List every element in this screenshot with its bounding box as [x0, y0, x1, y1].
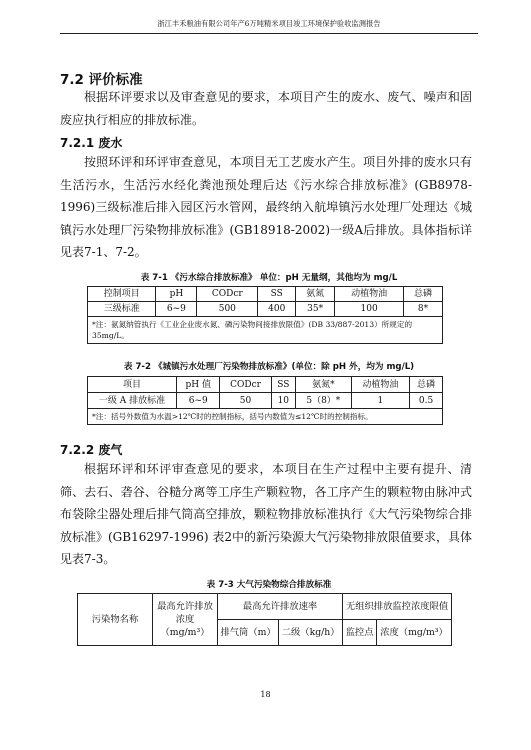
- table-7-2-cell: 一级 A 排放标准: [88, 393, 177, 409]
- table-7-2-cell: 10: [271, 393, 296, 409]
- table-7-2-header: 氨氮*: [296, 377, 352, 393]
- table-7-2-header: pH 值: [177, 377, 220, 393]
- table-7-2-cell: 5（8）*: [296, 393, 352, 409]
- table-7-1-cell: 400: [258, 302, 296, 317]
- table-7-1: [87, 286, 443, 344]
- table-7-3-header: 最高允许排放浓度（mg/m³）: [153, 594, 218, 646]
- table-7-1-header: 控制项目: [88, 287, 156, 302]
- table-7-1-header: SS: [258, 287, 296, 302]
- table-7-2-header: 动植物油: [351, 377, 409, 393]
- section-heading-7-2-2: 7.2.2 废气: [60, 443, 123, 457]
- table-7-1-note: *注：氨氮纳管执行《工业企业废水氮、磷污染物间接排放限值》(DB 33/887-2013）所规定的35mg/L。: [88, 317, 443, 344]
- table-7-1-header: pH: [156, 287, 197, 302]
- table-7-1-cell: 500: [197, 302, 258, 317]
- table-7-1-header: CODcr: [197, 287, 258, 302]
- table-7-3-subheader: 监控点: [343, 620, 377, 646]
- table-7-3-caption: 表 7-3 大气污染物综合排放标准: [206, 580, 332, 590]
- table-7-3: [77, 593, 452, 646]
- section-heading-7-2-1: 7.2.1 废水: [60, 136, 123, 150]
- table-7-2-header: 总磷: [410, 377, 443, 393]
- table-7-3-header: 最高允许排放速率: [218, 594, 343, 620]
- table-7-1-cell: 6~9: [156, 302, 197, 317]
- page-header: 浙江丰禾粮油有限公司年产6万吨精米项目竣工环境保护验收监测报告: [60, 19, 478, 34]
- table-7-3-header: 污染物名称: [78, 594, 153, 646]
- table-7-1-header: 动植物油: [335, 287, 404, 302]
- section-7-2-2-body: 根据环评和环评审查意见的要求，本项目在生产过程中主要有提升、清筛、去石、砻谷、谷糙分离等工序生产颗粒物，各工序产生的颗粒物由脉冲式布袋除尘器处理后排气筒高空排放，颗粒物排放标准执行《大气污染物综合排放标准》(GB16297-1996) 表2中的新污染源大气污染物排放限值要求，具体见表7-3。: [60, 462, 472, 567]
- table-7-2-cell: 6~9: [177, 393, 220, 409]
- table-7-3-header: 无组织排放监控浓度限值: [343, 594, 452, 620]
- section-7-2-1-body: 按照环评和环评审查意见，本项目无工艺废水产生。项目外排的废水只有生活污水，生活污水经化粪池预处理后达《污水综合排放标准》(GB8978-1996)三级标准后排入园区污水管网，最终纳入航埠镇污水处理厂处理达《城镇污水处理厂污染物排放标准》(GB18918-2002)一级A后排放。具体指标详见表7-1、7-2。: [60, 155, 472, 260]
- table-7-2-cell: 0.5: [410, 393, 443, 409]
- table-7-1-header: 氨氮: [296, 287, 335, 302]
- table-7-1-cell: 8*: [404, 302, 443, 317]
- section-heading-7-2: 7.2 评价标准: [60, 72, 143, 88]
- table-7-2-header: 项目: [88, 377, 177, 393]
- table-7-1-cell: 三级标准: [88, 302, 156, 317]
- table-7-3-subheader: 浓度（mg/m³）: [377, 620, 452, 646]
- table-7-2-header: CODcr: [220, 377, 271, 393]
- table-7-1-cell: 100: [335, 302, 404, 317]
- page-number: 18: [260, 690, 271, 699]
- table-7-2-header: SS: [271, 377, 296, 393]
- section-7-2-intro: 根据环评要求以及审查意见的要求，本项目产生的废水、废气、噪声和固废应执行相应的排放标准。: [60, 90, 472, 127]
- table-7-1-caption: 表 7-1 《污水综合排放标准》 单位：pH 无量纲，其他均为 mg/L: [140, 273, 398, 283]
- table-7-2: [87, 376, 443, 425]
- table-7-2-cell: 50: [220, 393, 271, 409]
- table-7-2-cell: 1: [351, 393, 409, 409]
- table-7-2-note: *注：括号外数值为水温>12℃时的控制指标，括号内数值为≤12℃时的控制指标。: [88, 409, 443, 425]
- table-7-3-subheader: 排气筒（m）: [218, 620, 279, 646]
- table-7-3-subheader: 二级（kg/h）: [279, 620, 343, 646]
- table-7-1-header: 总磷: [404, 287, 443, 302]
- table-7-2-caption: 表 7-2 《城镇污水处理厂污染物排放标准》(单位：除 pH 外，均为 mg/L): [123, 362, 415, 372]
- table-7-1-cell: 35*: [296, 302, 335, 317]
